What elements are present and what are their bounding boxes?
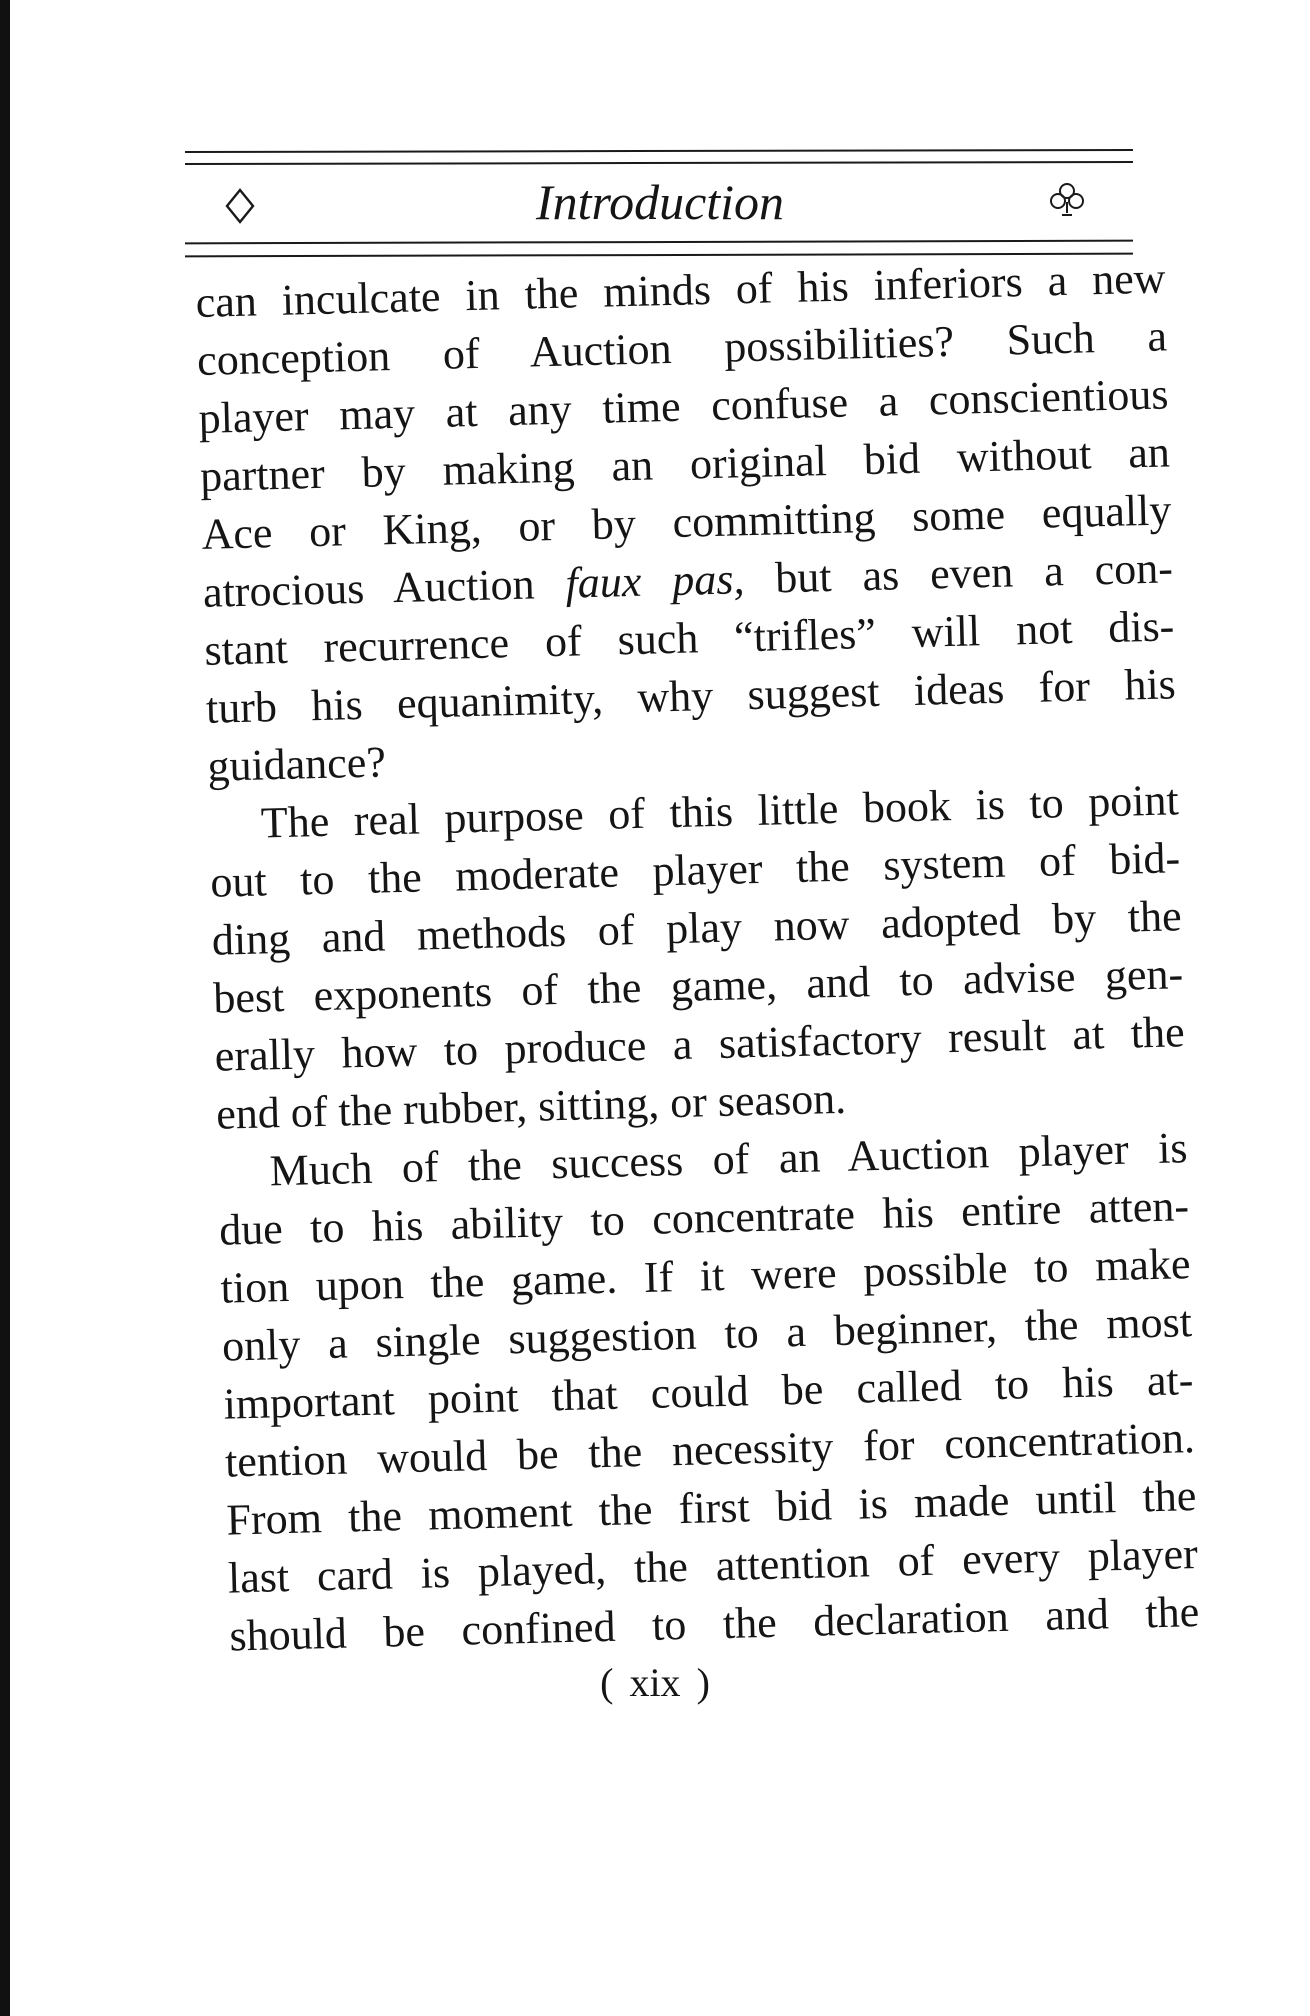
paragraph-1 — [195, 249, 1178, 795]
text-line: player may at any time confuse a conscientious — [198, 369, 1169, 443]
running-head-title: Introduction — [535, 174, 785, 230]
text-fragment: but as even a con- — [743, 543, 1174, 604]
header-rule-top-inner — [185, 161, 1133, 165]
text-line: conception of Auction possibilities? Such a — [196, 311, 1168, 385]
text-line: partner by making an original bid without an — [199, 427, 1171, 501]
header-rule-top-outer — [185, 149, 1133, 153]
text-line: erally how to produce a satisfactory result at the — [214, 1007, 1186, 1081]
text-line: can inculcate in the minds of his inferiors a new — [195, 253, 1167, 327]
text-line: guidance? — [206, 737, 387, 791]
paragraph-3 — [217, 1119, 1200, 1665]
text-line: tention would be the necessity for concentration. — [224, 1413, 1196, 1487]
text-line: tion upon the game. If it were possible to make — [220, 1239, 1191, 1313]
club-outline-icon — [1047, 180, 1087, 220]
folio-number: xix — [629, 1660, 681, 1705]
text-line: Much of the success of an Auction player is — [269, 1123, 1189, 1196]
italic-phrase: faux pas, — [564, 554, 745, 608]
text-line: stant recurrence of such “trifles” will not dis- — [203, 601, 1175, 675]
header-rule-bottom-outer — [185, 240, 1133, 245]
folio-close-paren: ) — [696, 1660, 710, 1705]
text-line: out to the moderate player the system of bid- — [209, 833, 1181, 907]
text-line: due to his ability to concentrate his entire atten- — [218, 1181, 1190, 1255]
text-line: important point that could be called to his at- — [222, 1355, 1194, 1429]
text-line: only a single suggestion to a beginner, the most — [221, 1297, 1193, 1371]
text-fragment: atrocious Auction — [202, 558, 567, 617]
text-line: should be confined to the declaration and the — [228, 1587, 1200, 1661]
text-line: best exponents of the game, and to advise gen- — [212, 949, 1184, 1023]
text-line: ding and methods of play now adopted by the — [211, 891, 1183, 965]
running-head — [205, 172, 1115, 234]
body-text — [195, 249, 1200, 1665]
text-line: turb his equanimity, why suggest ideas for his — [205, 659, 1177, 733]
folio-open-paren: ( — [600, 1660, 614, 1705]
text-line: end of the rubber, sitting, or season. — [215, 1073, 847, 1139]
text-line: From the moment the first bid is made until the — [225, 1471, 1197, 1545]
paragraph-2 — [208, 771, 1186, 1143]
text-line: last card is played, the attention of every player — [227, 1529, 1199, 1603]
text-line: The real purpose of this little book is to point — [260, 775, 1180, 848]
page-number — [0, 1658, 1310, 1708]
text-line: Ace or King, or by committing some equally — [200, 485, 1172, 559]
